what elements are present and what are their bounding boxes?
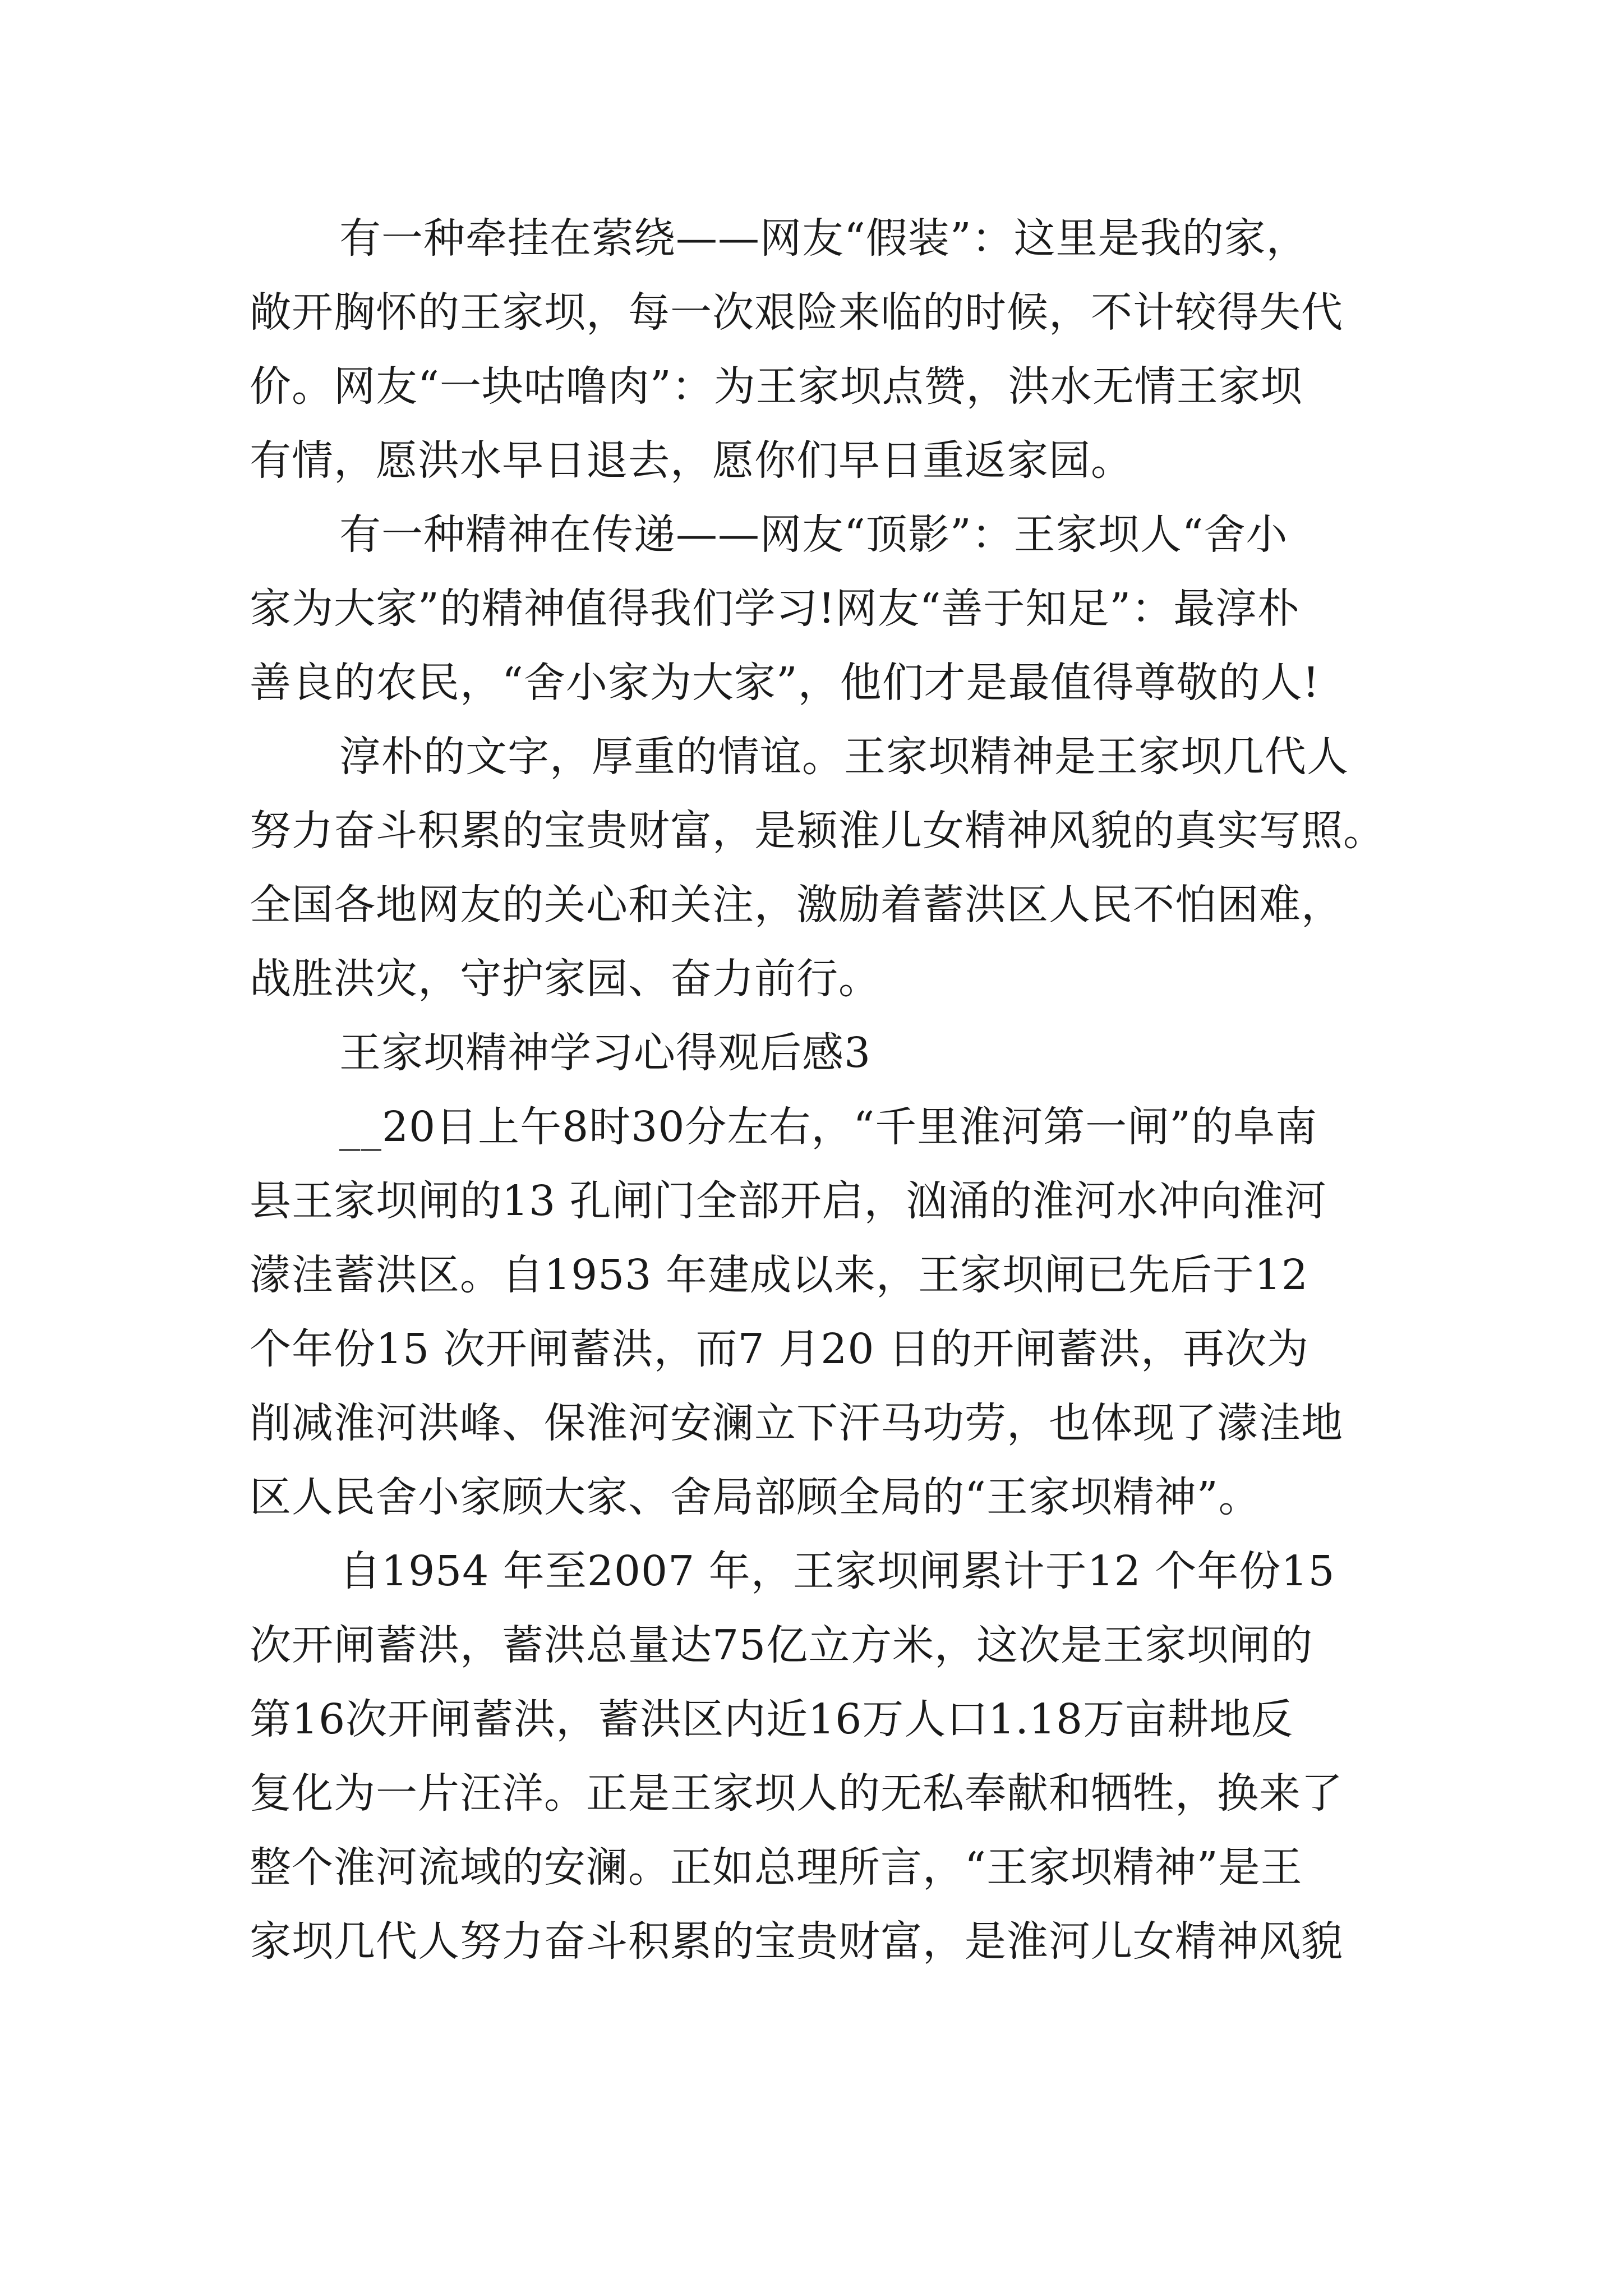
text-line: 善良的农民，“舍小家为大家”，他们才是最值得尊敬的人! — [250, 659, 1320, 707]
text-line: 淳朴的文字，厚重的情谊。王家坝精神是王家坝几代人 — [339, 733, 1349, 781]
text-line: 全国各地网友的关心和关注，激励着蓄洪区人民不怕困难， — [250, 881, 1343, 929]
text-line: 有情，愿洪水早日退去，愿你们早日重返家园。 — [250, 436, 1133, 485]
text-line: __20日上午8时30分左右，“千里淮河第一闸”的阜南 — [339, 1103, 1318, 1151]
text-line: 整个淮河流域的安澜。正如总理所言，“王家坝精神”是王 — [250, 1843, 1303, 1892]
text-line: 区人民舍小家顾大家、舍局部顾全局的“王家坝精神”。 — [250, 1473, 1261, 1521]
text-line: 家坝几代人努力奋斗积累的宝贵财富，是淮河儿女精神风貌 — [250, 1917, 1343, 1966]
text-line: 价。网友“一块咕噜肉”：为王家坝点赞，洪水无情王家坝 — [250, 362, 1303, 411]
text-line: 个年份15 次开闸蓄洪，而7 月20 日的开闸蓄洪，再次为 — [250, 1325, 1309, 1373]
text-line: 家为大家”的精神值得我们学习!网友“善于知足”：最淳朴 — [250, 585, 1300, 633]
text-line: 战胜洪灾，守护家园、奋力前行。 — [250, 955, 880, 1003]
text-line: 削减淮河洪峰、保淮河安澜立下汗马功劳，也体现了濛洼地 — [250, 1399, 1343, 1447]
text-line: 复化为一片汪洋。正是王家坝人的无私奉献和牺牲，换来了 — [250, 1769, 1343, 1818]
text-line: 县王家坝闸的13 孔闸门全部开启，汹涌的淮河水冲向淮河 — [250, 1177, 1327, 1225]
text-line: 努力奋斗积累的宝贵财富，是颍淮儿女精神风貌的真实写照。 — [250, 807, 1385, 855]
text-line: 濛洼蓄洪区。自1953 年建成以来，王家坝闸已先后于12 — [250, 1251, 1309, 1299]
text-line: 自1954 年至2007 年，王家坝闸累计于12 个年份15 — [339, 1547, 1335, 1595]
section-heading: 王家坝精神学习心得观后感3 — [339, 1029, 872, 1077]
text-line: 次开闸蓄洪，蓄洪总量达75亿立方米，这次是王家坝闸的 — [250, 1621, 1313, 1669]
text-line: 有一种牵挂在萦绕——网友“假装”：这里是我的家， — [339, 214, 1308, 263]
text-line: 第16次开闸蓄洪，蓄洪区内近16万人口1.18万亩耕地反 — [250, 1695, 1294, 1743]
text-line: 敞开胸怀的王家坝，每一次艰险来临的时候，不计较得失代 — [250, 288, 1343, 337]
text-line: 有一种精神在传递——网友“顶影”：王家坝人“舍小 — [339, 510, 1288, 559]
